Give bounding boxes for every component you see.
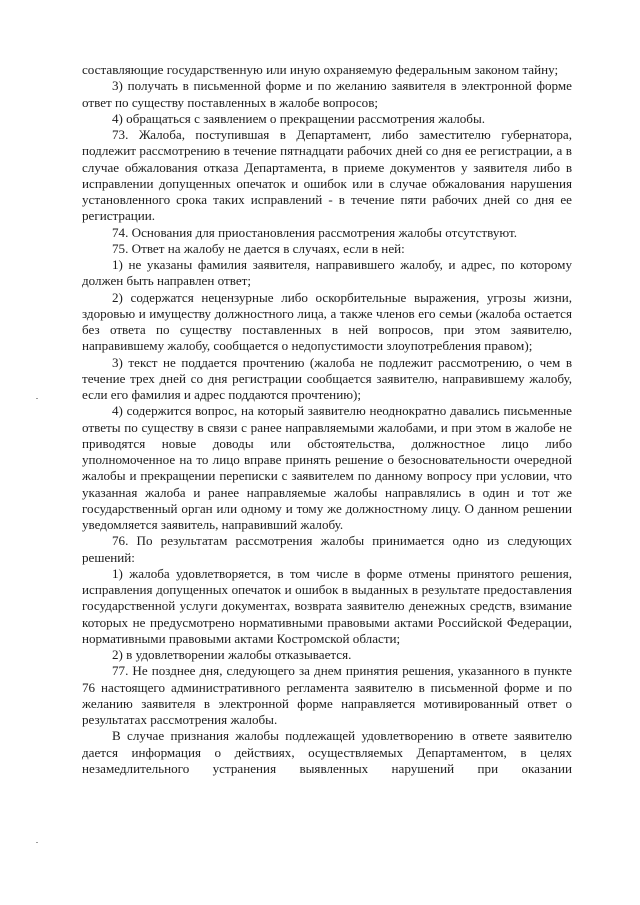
list-item-75-1: 1) не указаны фамилия заявителя, направившего жалобу, и адрес, по которому должен быть направлен ответ; — [82, 257, 572, 289]
list-item-75-4: 4) содержится вопрос, на который заявителю неоднократно давались письменные ответы по существу в связи с ранее направляемыми жалобами, и при этом в жалобе не приводятся новые доводы или обстоятельства, должностное лицо либо уполномоченное на то лицо вправе принять решение о безосновательности очередной жалобы и прекращении переписки с заявителем по данному вопросу при условии, что указанная жалоба и ранее направляемые жалобы направлялись в один и тот же государственный орган или одному и тому же должностному лицу. О данном решении уведомляется заявитель, направивший жалобу. — [82, 403, 572, 532]
paragraph-76: 76. По результатам рассмотрения жалобы принимается одно из следующих решений: — [82, 533, 572, 565]
scan-mark — [36, 842, 38, 843]
paragraph-remedy-info: В случае признания жалобы подлежащей удовлетворению в ответе заявителю дается информация о действиях, осуществляемых Департаментом, в целях незамедлительного устранения выявленных нарушений при оказании — [82, 728, 572, 776]
document-page — [82, 62, 572, 777]
paragraph-75: 75. Ответ на жалобу не дается в случаях, если в ней: — [112, 240, 405, 256]
list-item-76-2: 2) в удовлетворении жалобы отказывается. — [112, 647, 352, 662]
paragraph-continuation: составляющие государственную или иную охраняемую федеральным законом тайну; — [82, 62, 559, 77]
list-item-75-2: 2) содержатся нецензурные либо оскорбительные выражения, угрозы жизни, здоровью и имуществу должностного лица, а также членов его семьи (жалоба остается без ответа по существу поставленных в ней вопросов, при этом заявителю, направившему жалобу, сообщается о недопустимости злоупотребления правом); — [82, 289, 572, 354]
scan-mark — [36, 398, 38, 399]
paragraph-77: 77. Не позднее дня, следующего за днем принятия решения, указанного в пункте 76 настоящего административного регламента заявителю в письменной форме и по желанию заявителя в электронной форме направляется мотивированный ответ о результатах рассмотрения жалобы. — [82, 663, 572, 727]
paragraph-73: 73. Жалоба, поступившая в Департамент, либо заместителю губернатора, подлежит рассмотрению в течение пятнадцати рабочих дней со дня ее регистрации, а в случае обжалования отказа Департамента, в приеме документов у заявителя либо в исправлении допущенных опечаток и ошибок или в случае обжалования нарушения установленного срока таких исправлений - в течение пяти рабочих дней со дня ее регистрации. — [82, 127, 572, 224]
list-item-75-3: 3) текст не поддается прочтению (жалоба не подлежит рассмотрению, о чем в течение трех дней со дня регистрации сообщается заявителю, направившему жалобу, если его фамилия и адрес поддаются прочтению); — [82, 354, 572, 402]
list-item-4: 4) обращаться с заявлением о прекращении рассмотрения жалобы. — [112, 110, 486, 126]
list-item-76-1: 1) жалоба удовлетворяется, в том числе в форме отмены принятого решения, исправления допущенных опечаток и ошибок в выданных в результате предоставления государственной услуги документах, возврата заявителю денежных средств, взимание которых не предусмотрено нормативными правовыми актами Российской Федерации, нормативными правовыми актами Костромской области; — [82, 565, 572, 646]
list-item-3: 3) получать в письменной форме и по желанию заявителя в электронной форме ответ по существу поставленных в жалобе вопросов; — [82, 78, 572, 110]
paragraph-74: 74. Основания для приостановления рассмотрения жалобы отсутствуют. — [112, 224, 517, 240]
